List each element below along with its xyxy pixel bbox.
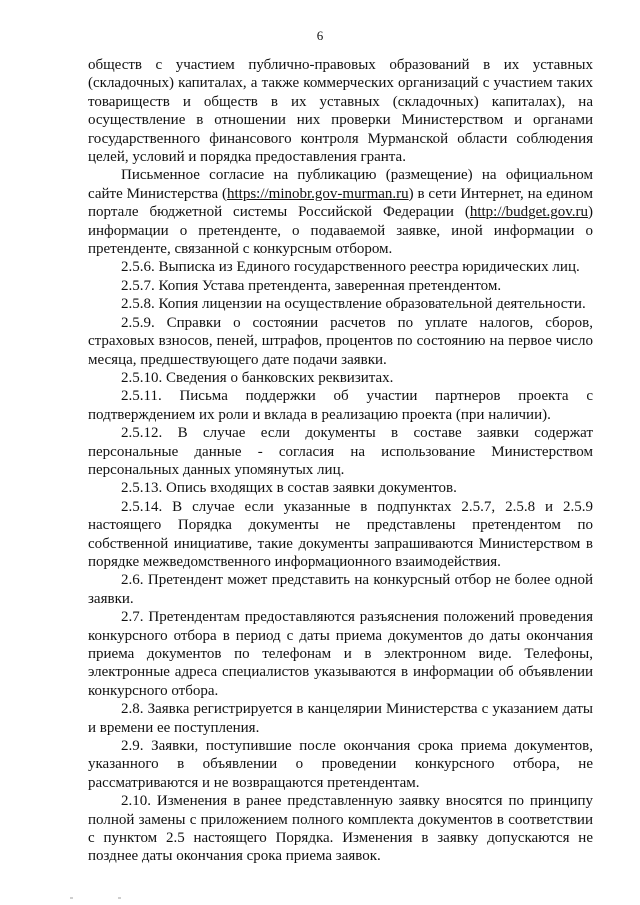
scan-artifacts: [0, 895, 640, 905]
consent-text-before: Письменное согласие на публикацию (размещение) на официальном сайте Министерства (: [88, 167, 593, 202]
ministry-website-link[interactable]: https://minobr.gov-murman.ru: [226, 185, 409, 202]
paragraph-2-9: 2.9. Заявки, поступившие после окончания срока приема документов, указанного в объявлении о проведении конкурсного отбора, не рассматриваются и не возвращаются претендентам.: [88, 738, 593, 791]
budget-portal-link[interactable]: http://budget.gov.ru: [469, 204, 588, 221]
document-body: [88, 56, 593, 866]
scan-mark: [118, 897, 121, 899]
paragraph-continuation: обществ с участием публично-правовых образований в их уставных (складочных) капиталах, а также коммерческих организаций с участием таких товариществ и обществ в их уставных (складочных) капиталах), на осуществление в отношении них проверки Министерством и органами государственного финансового контроля Мурманской области соблюдения целей, условий и порядка предоставления гранта.: [88, 57, 593, 166]
paragraph-2-5-6: 2.5.6. Выписка из Единого государственного реестра юридических лиц.: [121, 259, 580, 276]
paragraph-2-5-12: 2.5.12. В случае если документы в составе заявки содержат персональные данные - согласия на использование Министерством персональных данных упомянутых лиц.: [88, 425, 593, 478]
paragraph-consent-publication: [88, 166, 593, 258]
paragraph-2-5-14: 2.5.14. В случае если указанные в подпунктах 2.5.7, 2.5.8 и 2.5.9 настоящего Порядка документы не представлены претендентом по собственной инициативе, такие документы запрашиваются Министерством в порядке межведомственного информационного взаимодействия.: [88, 498, 593, 570]
scan-mark: [70, 897, 73, 899]
page-number: 6: [316, 28, 324, 43]
paragraph-2-7: 2.7. Претендентам предоставляются разъяснения положений проведения конкурсного отбора в период с даты приема документов до даты окончания приема документов по телефонам и в электронном виде. Телефоны, электронные адреса специалистов указываются в информации об объявлении конкурсного отбора.: [88, 609, 593, 699]
consent-text-middle: ) в сети Интернет, на едином портале бюджетной системы Российской Федерации (: [88, 185, 594, 221]
paragraph-2-5-13: 2.5.13. Опись входящих в состав заявки документов.: [121, 480, 457, 497]
paragraph-2-5-11: 2.5.11. Письма поддержки об участии партнеров проекта с подтверждением их роли и вклада в реализацию проекта (при наличии).: [88, 388, 593, 423]
paragraph-2-5-7: 2.5.7. Копия Устава претендента, заверенная претендентом.: [121, 277, 502, 294]
paragraph-2-6: 2.6. Претендент может представить на конкурсный отбор не более одной заявки.: [88, 572, 593, 607]
paragraph-2-5-10: 2.5.10. Сведения о банковских реквизитах.: [121, 369, 394, 386]
paragraph-2-8: 2.8. Заявка регистрируется в канцелярии Министерства с указанием даты и времени ее поступления.: [88, 701, 593, 736]
paragraph-2-10: 2.10. Изменения в ранее представленную заявку вносятся по принципу полной замены с приложением полного комплекта документов в соответствии с пунктом 2.5 настоящего Порядка. Изменения в заявку допускаются не позднее даты окончания срока приема заявок.: [88, 793, 593, 865]
paragraph-2-5-8: 2.5.8. Копия лицензии на осуществление образовательной деятельности.: [121, 296, 586, 313]
consent-text-after: ) информации о претенденте, о подаваемой заявке, иной информации о претенденте, связанной с конкурсным отбором.: [88, 204, 593, 258]
paragraph-2-5-9: 2.5.9. Справки о состоянии расчетов по уплате налогов, сборов, страховых взносов, пеней, штрафов, процентов по состоянию на первое число месяца, предшествующего дате подачи заявки.: [88, 314, 593, 368]
